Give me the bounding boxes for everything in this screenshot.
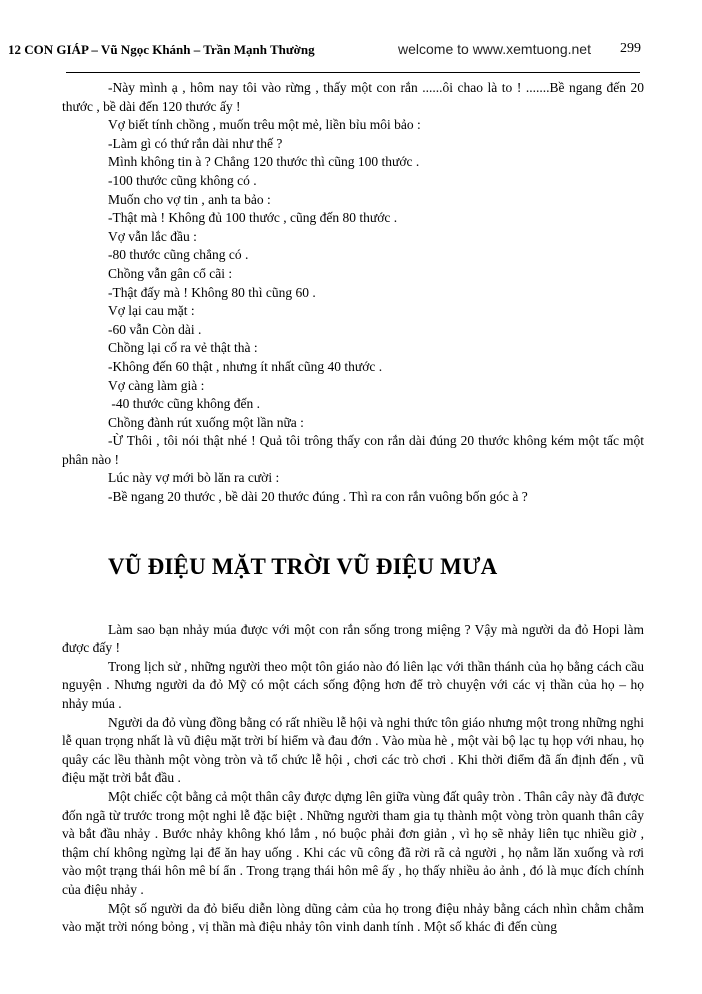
story-line: -80 thước cũng chẳng có . <box>108 247 249 263</box>
story-line: Muốn cho vợ tin , anh ta bảo : <box>108 191 271 207</box>
header-rule <box>66 72 640 73</box>
story-line: -Ừ Thôi , tôi nói thật nhé ! Quả tôi trông thấy con rắn dài đúng 20 thước không kém một tấc một phân nào ! <box>62 433 644 467</box>
book-title: 12 CON GIÁP – Vũ Ngọc Khánh – Trần Mạnh Thường <box>8 42 315 57</box>
story-line: -40 thước cũng không đến . <box>108 396 261 412</box>
story-line: -100 thước cũng không có . <box>108 172 257 188</box>
story-line: Chồng lại cố ra vẻ thật thà : <box>108 340 258 356</box>
story-line: Vợ lại cau mặt : <box>108 303 195 319</box>
page-number: 299 <box>620 41 641 56</box>
paragraph: Trong lịch sử , những người theo một tôn giáo nào đó liên lạc với thần thánh của họ bằng cách cầu nguyện . Nhưng người da đỏ Mỹ có một cách sống động hơn để trò chuyện với các vị thần của họ – họ nhảy múa . <box>62 658 644 712</box>
story-line: Vợ vẫn lắc đầu : <box>108 228 197 244</box>
paragraph: Một chiếc cột bằng cả một thân cây được dựng lên giữa vùng đất quây tròn . Thân cây này đã được đốn ngã từ trước trong một nghi lễ đặc biệt . Những người tham gia tụ thành một vòng tròn quanh thân cây và bắt đầu nhảy . Bước nhảy không khó lắm , nó buộc phải đơn giản , vì họ sẽ nhảy liên tục nhiều giờ , thậm chí không ngừng lại để ăn hay uống . Khi các vũ công đã rời rã cả người , họ nằm lăn xuống và rơi vào một trạng thái hôn mê bí ẩn . Trong trạng thái hôn mê ấy , họ thấy nhiều ảo ảnh , đó là mục đích chính của điệu nhảy . <box>62 789 644 897</box>
story-dialogue <box>62 79 644 507</box>
page-header <box>8 42 640 64</box>
story-line: -Thật đấy mà ! Không 80 thì cũng 60 . <box>108 284 316 300</box>
paragraph: Một số người da đỏ biểu diễn lòng dũng cảm của họ trong điệu nhảy bằng cách nhìn chằm chằm vào mặt trời nóng bỏng , vị thần mà điệu nhảy tôn vinh danh tính . Một số khác đi đến cùng <box>62 900 644 935</box>
story-line: Chồng vẫn gân cổ cãi : <box>108 265 233 281</box>
story-line: Chồng đành rút xuống một lần nữa : <box>108 414 304 430</box>
story-line: -Thật mà ! Không đủ 100 thước , cũng đến 80 thước . <box>108 210 398 226</box>
story-line: Vợ biết tính chồng , muốn trêu một mẻ, liền bỉu môi bảo : <box>108 117 421 133</box>
story-line: Vợ càng làm già : <box>108 377 205 393</box>
section-title: VŨ ĐIỆU MẶT TRỜI VŨ ĐIỆU MƯA <box>108 553 498 579</box>
story-line: -60 vẫn Còn dài . <box>108 321 202 337</box>
section-body <box>62 621 644 937</box>
website-link[interactable]: welcome to www.xemtuong.net <box>398 41 591 57</box>
page-body <box>62 79 644 937</box>
story-line: -Bề ngang 20 thước , bề dài 20 thước đúng . Thì ra con rắn vuông bốn góc à ? <box>108 489 528 505</box>
story-line: -Này mình ạ , hôm nay tôi vào rừng , thấy một con rắn ......ôi chao là to ! .......Bề ngang đến 20 thước , bề dài đến 120 thước ấy ! <box>62 80 644 114</box>
paragraph: Người da đỏ vùng đồng bằng có rất nhiều lễ hội và nghi thức tôn giáo nhưng một trong những nghi lễ quan trọng nhất là vũ điệu mặt trời bí hiểm và đau đớn . Vào mùa hè , một vài bộ lạc tụ họp với nhau, họ quây các lều thành một vòng tròn và tổ chức lễ hội , chơi các trò chơi . Khi thời điểm đã ấn định đến , vũ điệu mặt trời bắt đầu . <box>62 714 644 786</box>
story-line: Mình không tin à ? Chẳng 120 thước thì cũng 100 thước . <box>108 154 420 170</box>
story-line: -Làm gì có thứ rắn dài như thế ? <box>108 135 283 151</box>
story-line: Lúc này vợ mới bò lăn ra cười : <box>108 470 280 486</box>
story-line: -Không đến 60 thật , nhưng ít nhất cũng 40 thước . <box>108 358 383 374</box>
paragraph: Làm sao bạn nhảy múa được với một con rắn sống trong miệng ? Vậy mà người da đỏ Hopi làm được đấy ! <box>62 621 644 656</box>
